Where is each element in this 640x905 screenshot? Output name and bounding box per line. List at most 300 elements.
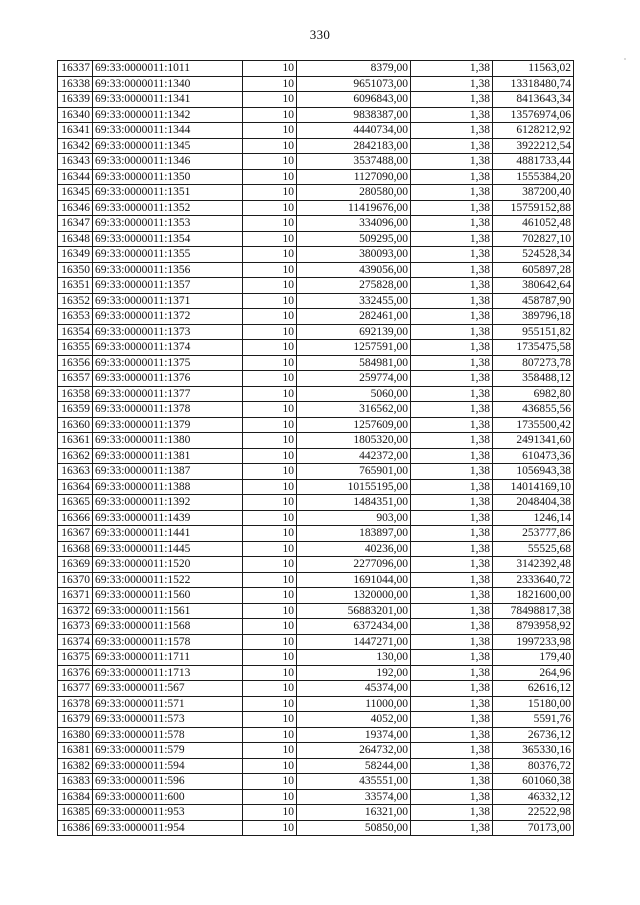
percent-cell: 10 [243, 805, 297, 821]
coefficient-cell: 1,38 [411, 278, 493, 294]
percent-cell: 10 [243, 712, 297, 728]
row-number-cell: 16338 [58, 76, 93, 92]
row-number-cell: 16365 [58, 495, 93, 511]
percent-cell: 10 [243, 340, 297, 356]
percent-cell: 10 [243, 510, 297, 526]
value-cell: 183897,00 [297, 526, 411, 542]
percent-cell: 10 [243, 479, 297, 495]
value-cell: 10155195,00 [297, 479, 411, 495]
cadastral-number-cell: 69:33:0000011:1356 [93, 262, 243, 278]
table-row [58, 634, 574, 650]
row-number-cell: 16374 [58, 634, 93, 650]
total-cell: 1997233,98 [493, 634, 574, 650]
table-row [58, 76, 574, 92]
parcel-table-body [58, 61, 574, 836]
value-cell: 50850,00 [297, 820, 411, 836]
cadastral-number-cell: 69:33:0000011:578 [93, 727, 243, 743]
parcel-table [57, 60, 574, 836]
percent-cell: 10 [243, 200, 297, 216]
value-cell: 1320000,00 [297, 588, 411, 604]
coefficient-cell: 1,38 [411, 247, 493, 263]
table-row [58, 386, 574, 402]
table-row [58, 820, 574, 836]
value-cell: 442372,00 [297, 448, 411, 464]
coefficient-cell: 1,38 [411, 789, 493, 805]
percent-cell: 10 [243, 696, 297, 712]
row-number-cell: 16369 [58, 557, 93, 573]
row-number-cell: 16357 [58, 371, 93, 387]
cadastral-number-cell: 69:33:0000011:1522 [93, 572, 243, 588]
value-cell: 11419676,00 [297, 200, 411, 216]
total-cell: 458787,90 [493, 293, 574, 309]
coefficient-cell: 1,38 [411, 169, 493, 185]
coefficient-cell: 1,38 [411, 820, 493, 836]
coefficient-cell: 1,38 [411, 774, 493, 790]
row-number-cell: 16367 [58, 526, 93, 542]
percent-cell: 10 [243, 743, 297, 759]
cadastral-number-cell: 69:33:0000011:1355 [93, 247, 243, 263]
table-row [58, 665, 574, 681]
coefficient-cell: 1,38 [411, 805, 493, 821]
total-cell: 1735475,58 [493, 340, 574, 356]
value-cell: 33574,00 [297, 789, 411, 805]
percent-cell: 10 [243, 448, 297, 464]
coefficient-cell: 1,38 [411, 665, 493, 681]
percent-cell: 10 [243, 169, 297, 185]
total-cell: 62616,12 [493, 681, 574, 697]
coefficient-cell: 1,38 [411, 355, 493, 371]
percent-cell: 10 [243, 355, 297, 371]
total-cell: 2491341,60 [493, 433, 574, 449]
cadastral-number-cell: 69:33:0000011:1352 [93, 200, 243, 216]
total-cell: 55525,68 [493, 541, 574, 557]
total-cell: 26736,12 [493, 727, 574, 743]
total-cell: 702827,10 [493, 231, 574, 247]
total-cell: 807273,78 [493, 355, 574, 371]
percent-cell: 10 [243, 154, 297, 170]
percent-cell: 10 [243, 634, 297, 650]
cadastral-number-cell: 69:33:0000011:1376 [93, 371, 243, 387]
coefficient-cell: 1,38 [411, 76, 493, 92]
cadastral-number-cell: 69:33:0000011:1711 [93, 650, 243, 666]
value-cell: 4052,00 [297, 712, 411, 728]
total-cell: 264,96 [493, 665, 574, 681]
percent-cell: 10 [243, 557, 297, 573]
total-cell: 955151,82 [493, 324, 574, 340]
coefficient-cell: 1,38 [411, 433, 493, 449]
total-cell: 3142392,48 [493, 557, 574, 573]
table-row [58, 231, 574, 247]
row-number-cell: 16361 [58, 433, 93, 449]
coefficient-cell: 1,38 [411, 324, 493, 340]
table-row [58, 138, 574, 154]
percent-cell: 10 [243, 371, 297, 387]
row-number-cell: 16380 [58, 727, 93, 743]
table-row [58, 681, 574, 697]
table-row [58, 448, 574, 464]
total-cell: 14014169,10 [493, 479, 574, 495]
row-number-cell: 16386 [58, 820, 93, 836]
value-cell: 9838387,00 [297, 107, 411, 123]
cadastral-number-cell: 69:33:0000011:1346 [93, 154, 243, 170]
coefficient-cell: 1,38 [411, 650, 493, 666]
cadastral-number-cell: 69:33:0000011:1392 [93, 495, 243, 511]
coefficient-cell: 1,38 [411, 123, 493, 139]
total-cell: 15180,00 [493, 696, 574, 712]
table-row [58, 588, 574, 604]
coefficient-cell: 1,38 [411, 92, 493, 108]
coefficient-cell: 1,38 [411, 541, 493, 557]
table-row [58, 262, 574, 278]
coefficient-cell: 1,38 [411, 231, 493, 247]
table-row [58, 107, 574, 123]
total-cell: 70173,00 [493, 820, 574, 836]
coefficient-cell: 1,38 [411, 510, 493, 526]
percent-cell: 10 [243, 262, 297, 278]
total-cell: 358488,12 [493, 371, 574, 387]
page-number: 330 [309, 27, 331, 42]
value-cell: 435551,00 [297, 774, 411, 790]
row-number-cell: 16373 [58, 619, 93, 635]
cadastral-number-cell: 69:33:0000011:1380 [93, 433, 243, 449]
value-cell: 9651073,00 [297, 76, 411, 92]
value-cell: 4440734,00 [297, 123, 411, 139]
table-row [58, 402, 574, 418]
total-cell: 605897,28 [493, 262, 574, 278]
row-number-cell: 16381 [58, 743, 93, 759]
table-row [58, 278, 574, 294]
percent-cell: 10 [243, 61, 297, 77]
total-cell: 601060,38 [493, 774, 574, 790]
percent-cell: 10 [243, 293, 297, 309]
value-cell: 275828,00 [297, 278, 411, 294]
value-cell: 1257591,00 [297, 340, 411, 356]
cadastral-number-cell: 69:33:0000011:571 [93, 696, 243, 712]
table-row [58, 650, 574, 666]
coefficient-cell: 1,38 [411, 309, 493, 325]
total-cell: 524528,34 [493, 247, 574, 263]
percent-cell: 10 [243, 820, 297, 836]
value-cell: 19374,00 [297, 727, 411, 743]
percent-cell: 10 [243, 278, 297, 294]
table-row [58, 774, 574, 790]
cadastral-number-cell: 69:33:0000011:1379 [93, 417, 243, 433]
coefficient-cell: 1,38 [411, 386, 493, 402]
table-row [58, 619, 574, 635]
row-number-cell: 16359 [58, 402, 93, 418]
scan-artifact [624, 58, 626, 60]
cadastral-number-cell: 69:33:0000011:1341 [93, 92, 243, 108]
row-number-cell: 16356 [58, 355, 93, 371]
table-row [58, 200, 574, 216]
row-number-cell: 16358 [58, 386, 93, 402]
table-row [58, 123, 574, 139]
coefficient-cell: 1,38 [411, 262, 493, 278]
percent-cell: 10 [243, 92, 297, 108]
total-cell: 11563,02 [493, 61, 574, 77]
coefficient-cell: 1,38 [411, 696, 493, 712]
total-cell: 3922212,54 [493, 138, 574, 154]
percent-cell: 10 [243, 681, 297, 697]
percent-cell: 10 [243, 216, 297, 232]
percent-cell: 10 [243, 76, 297, 92]
table-row [58, 92, 574, 108]
row-number-cell: 16368 [58, 541, 93, 557]
value-cell: 264732,00 [297, 743, 411, 759]
total-cell: 2048404,38 [493, 495, 574, 511]
value-cell: 192,00 [297, 665, 411, 681]
percent-cell: 10 [243, 541, 297, 557]
table-row [58, 154, 574, 170]
cadastral-number-cell: 69:33:0000011:594 [93, 758, 243, 774]
total-cell: 6128212,92 [493, 123, 574, 139]
cadastral-number-cell: 69:33:0000011:573 [93, 712, 243, 728]
row-number-cell: 16349 [58, 247, 93, 263]
table-row [58, 216, 574, 232]
table-row [58, 464, 574, 480]
row-number-cell: 16345 [58, 185, 93, 201]
table-row [58, 727, 574, 743]
cadastral-number-cell: 69:33:0000011:1441 [93, 526, 243, 542]
total-cell: 80376,72 [493, 758, 574, 774]
table-row [58, 526, 574, 542]
value-cell: 6096843,00 [297, 92, 411, 108]
cadastral-number-cell: 69:33:0000011:1378 [93, 402, 243, 418]
coefficient-cell: 1,38 [411, 138, 493, 154]
percent-cell: 10 [243, 603, 297, 619]
total-cell: 380642,64 [493, 278, 574, 294]
percent-cell: 10 [243, 727, 297, 743]
value-cell: 439056,00 [297, 262, 411, 278]
percent-cell: 10 [243, 526, 297, 542]
total-cell: 387200,40 [493, 185, 574, 201]
coefficient-cell: 1,38 [411, 526, 493, 542]
total-cell: 179,40 [493, 650, 574, 666]
cadastral-number-cell: 69:33:0000011:1351 [93, 185, 243, 201]
cadastral-number-cell: 69:33:0000011:596 [93, 774, 243, 790]
table-row [58, 293, 574, 309]
total-cell: 8413643,34 [493, 92, 574, 108]
value-cell: 130,00 [297, 650, 411, 666]
value-cell: 6372434,00 [297, 619, 411, 635]
cadastral-number-cell: 69:33:0000011:1011 [93, 61, 243, 77]
total-cell: 1246,14 [493, 510, 574, 526]
cadastral-number-cell: 69:33:0000011:1353 [93, 216, 243, 232]
percent-cell: 10 [243, 309, 297, 325]
total-cell: 253777,86 [493, 526, 574, 542]
cadastral-number-cell: 69:33:0000011:1340 [93, 76, 243, 92]
value-cell: 2842183,00 [297, 138, 411, 154]
row-number-cell: 16340 [58, 107, 93, 123]
percent-cell: 10 [243, 464, 297, 480]
total-cell: 1555384,20 [493, 169, 574, 185]
value-cell: 16321,00 [297, 805, 411, 821]
cadastral-number-cell: 69:33:0000011:1354 [93, 231, 243, 247]
row-number-cell: 16360 [58, 417, 93, 433]
cadastral-number-cell: 69:33:0000011:600 [93, 789, 243, 805]
percent-cell: 10 [243, 495, 297, 511]
coefficient-cell: 1,38 [411, 402, 493, 418]
coefficient-cell: 1,38 [411, 154, 493, 170]
cadastral-number-cell: 69:33:0000011:1388 [93, 479, 243, 495]
percent-cell: 10 [243, 588, 297, 604]
row-number-cell: 16342 [58, 138, 93, 154]
row-number-cell: 16371 [58, 588, 93, 604]
value-cell: 2277096,00 [297, 557, 411, 573]
row-number-cell: 16353 [58, 309, 93, 325]
percent-cell: 10 [243, 107, 297, 123]
row-number-cell: 16362 [58, 448, 93, 464]
cadastral-number-cell: 69:33:0000011:1345 [93, 138, 243, 154]
value-cell: 692139,00 [297, 324, 411, 340]
value-cell: 282461,00 [297, 309, 411, 325]
table-row [58, 541, 574, 557]
total-cell: 22522,98 [493, 805, 574, 821]
value-cell: 58244,00 [297, 758, 411, 774]
row-number-cell: 16339 [58, 92, 93, 108]
row-number-cell: 16379 [58, 712, 93, 728]
table-row [58, 743, 574, 759]
row-number-cell: 16364 [58, 479, 93, 495]
cadastral-number-cell: 69:33:0000011:1377 [93, 386, 243, 402]
row-number-cell: 16363 [58, 464, 93, 480]
value-cell: 280580,00 [297, 185, 411, 201]
cadastral-number-cell: 69:33:0000011:1445 [93, 541, 243, 557]
value-cell: 11000,00 [297, 696, 411, 712]
cadastral-number-cell: 69:33:0000011:1561 [93, 603, 243, 619]
cadastral-number-cell: 69:33:0000011:1375 [93, 355, 243, 371]
coefficient-cell: 1,38 [411, 448, 493, 464]
coefficient-cell: 1,38 [411, 619, 493, 635]
value-cell: 903,00 [297, 510, 411, 526]
cadastral-number-cell: 69:33:0000011:1387 [93, 464, 243, 480]
value-cell: 56883201,00 [297, 603, 411, 619]
cadastral-number-cell: 69:33:0000011:1357 [93, 278, 243, 294]
value-cell: 1127090,00 [297, 169, 411, 185]
total-cell: 6982,80 [493, 386, 574, 402]
total-cell: 5591,76 [493, 712, 574, 728]
coefficient-cell: 1,38 [411, 758, 493, 774]
total-cell: 1056943,38 [493, 464, 574, 480]
row-number-cell: 16385 [58, 805, 93, 821]
total-cell: 610473,36 [493, 448, 574, 464]
coefficient-cell: 1,38 [411, 681, 493, 697]
cadastral-number-cell: 69:33:0000011:1713 [93, 665, 243, 681]
row-number-cell: 16337 [58, 61, 93, 77]
percent-cell: 10 [243, 572, 297, 588]
cadastral-number-cell: 69:33:0000011:567 [93, 681, 243, 697]
coefficient-cell: 1,38 [411, 743, 493, 759]
total-cell: 46332,12 [493, 789, 574, 805]
row-number-cell: 16354 [58, 324, 93, 340]
percent-cell: 10 [243, 231, 297, 247]
table-row [58, 603, 574, 619]
coefficient-cell: 1,38 [411, 479, 493, 495]
total-cell: 1735500,42 [493, 417, 574, 433]
row-number-cell: 16346 [58, 200, 93, 216]
row-number-cell: 16347 [58, 216, 93, 232]
value-cell: 1447271,00 [297, 634, 411, 650]
cadastral-number-cell: 69:33:0000011:1578 [93, 634, 243, 650]
total-cell: 8793958,92 [493, 619, 574, 635]
table-row [58, 479, 574, 495]
total-cell: 436855,56 [493, 402, 574, 418]
row-number-cell: 16344 [58, 169, 93, 185]
row-number-cell: 16350 [58, 262, 93, 278]
table-row [58, 309, 574, 325]
value-cell: 316562,00 [297, 402, 411, 418]
row-number-cell: 16384 [58, 789, 93, 805]
coefficient-cell: 1,38 [411, 603, 493, 619]
table-row [58, 557, 574, 573]
coefficient-cell: 1,38 [411, 61, 493, 77]
percent-cell: 10 [243, 758, 297, 774]
total-cell: 13318480,74 [493, 76, 574, 92]
coefficient-cell: 1,38 [411, 216, 493, 232]
percent-cell: 10 [243, 789, 297, 805]
total-cell: 1821600,00 [493, 588, 574, 604]
row-number-cell: 16352 [58, 293, 93, 309]
total-cell: 15759152,88 [493, 200, 574, 216]
cadastral-number-cell: 69:33:0000011:1560 [93, 588, 243, 604]
percent-cell: 10 [243, 619, 297, 635]
table-row [58, 247, 574, 263]
row-number-cell: 16366 [58, 510, 93, 526]
value-cell: 3537488,00 [297, 154, 411, 170]
row-number-cell: 16375 [58, 650, 93, 666]
value-cell: 332455,00 [297, 293, 411, 309]
cadastral-number-cell: 69:33:0000011:1439 [93, 510, 243, 526]
coefficient-cell: 1,38 [411, 572, 493, 588]
cadastral-number-cell: 69:33:0000011:1373 [93, 324, 243, 340]
table-row [58, 696, 574, 712]
coefficient-cell: 1,38 [411, 588, 493, 604]
coefficient-cell: 1,38 [411, 340, 493, 356]
percent-cell: 10 [243, 650, 297, 666]
cadastral-number-cell: 69:33:0000011:1344 [93, 123, 243, 139]
table-row [58, 495, 574, 511]
table-row [58, 355, 574, 371]
coefficient-cell: 1,38 [411, 185, 493, 201]
cadastral-number-cell: 69:33:0000011:579 [93, 743, 243, 759]
coefficient-cell: 1,38 [411, 712, 493, 728]
cadastral-number-cell: 69:33:0000011:1372 [93, 309, 243, 325]
table-row [58, 805, 574, 821]
cadastral-number-cell: 69:33:0000011:953 [93, 805, 243, 821]
coefficient-cell: 1,38 [411, 557, 493, 573]
percent-cell: 10 [243, 247, 297, 263]
total-cell: 461052,48 [493, 216, 574, 232]
coefficient-cell: 1,38 [411, 727, 493, 743]
table-row [58, 371, 574, 387]
coefficient-cell: 1,38 [411, 495, 493, 511]
value-cell: 259774,00 [297, 371, 411, 387]
percent-cell: 10 [243, 402, 297, 418]
percent-cell: 10 [243, 138, 297, 154]
value-cell: 1691044,00 [297, 572, 411, 588]
value-cell: 509295,00 [297, 231, 411, 247]
value-cell: 8379,00 [297, 61, 411, 77]
table-row [58, 169, 574, 185]
value-cell: 40236,00 [297, 541, 411, 557]
row-number-cell: 16378 [58, 696, 93, 712]
table-row [58, 758, 574, 774]
row-number-cell: 16372 [58, 603, 93, 619]
row-number-cell: 16355 [58, 340, 93, 356]
coefficient-cell: 1,38 [411, 417, 493, 433]
table-row [58, 712, 574, 728]
percent-cell: 10 [243, 324, 297, 340]
